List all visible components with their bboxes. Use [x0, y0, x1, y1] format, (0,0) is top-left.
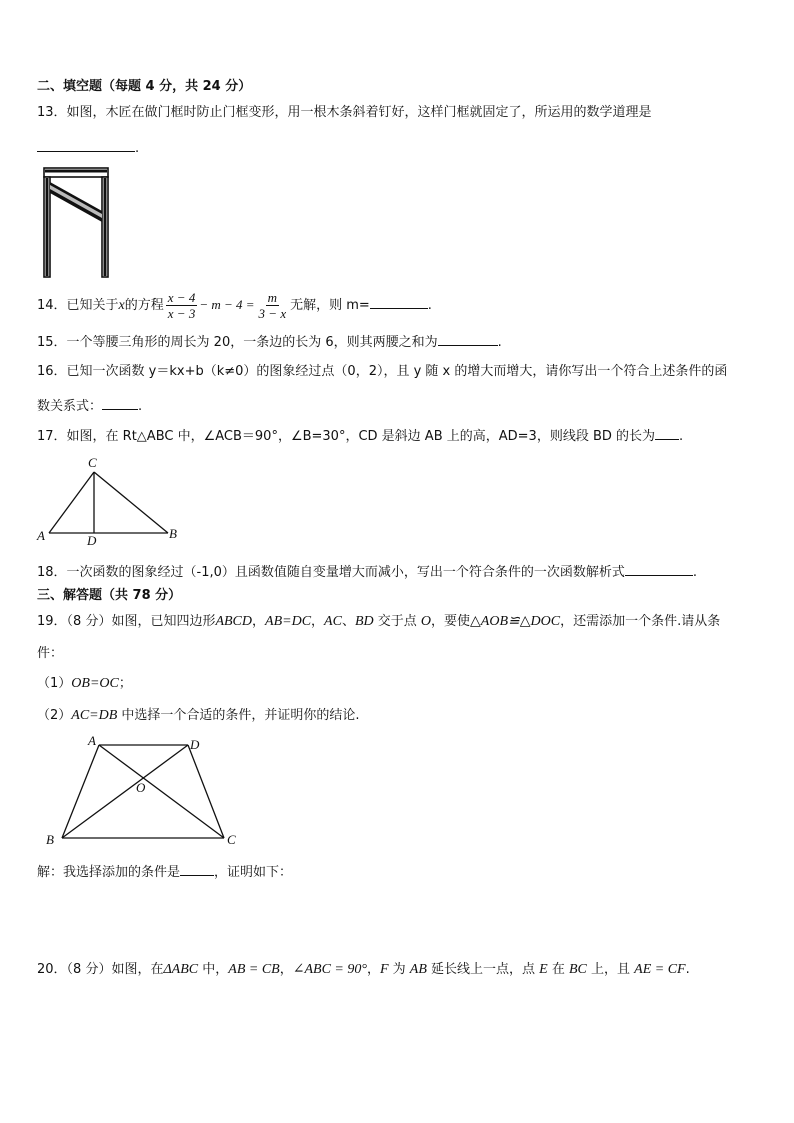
- answer-blank[interactable]: [438, 331, 498, 346]
- question-19-option-1: （1）OB=OC；: [37, 676, 132, 691]
- vertex-label-b: B: [169, 526, 177, 541]
- vertex-label-d: D: [190, 737, 200, 752]
- answer-blank[interactable]: [180, 861, 214, 876]
- trapezoid-figure: [38, 730, 248, 850]
- question-18-text: 18．一次函数的图象经过（-1,0）且函数值随自变量增大而减小，写出一个符合条件的一次函数解析式 .: [37, 561, 764, 583]
- vertex-label-c: C: [88, 455, 97, 470]
- question-16-line-1: 16．已知一次函数 y＝kx+b（k≠0）的图象经过点（0，2），且 y 随 x 的增大而增大，请你写出一个符合上述条件的函: [37, 364, 728, 379]
- fraction-1: $\frac{x - 4}{x - 3}$: [167, 290, 196, 321]
- door-frame-figure: [40, 165, 112, 280]
- right-triangle-figure: [32, 452, 192, 548]
- answer-blank[interactable]: [625, 561, 693, 576]
- question-14-text: 14．已知关于x的方程 $\frac{x - 4}{x - 3}$ − m − 4 = $\frac{m}{3 - x}$ 无解，则 m= .: [37, 290, 432, 321]
- question-19-answer: 解：我选择添加的条件是 ，证明如下：: [37, 861, 764, 883]
- question-16-line-2: 数关系式： .: [37, 395, 764, 417]
- question-19-line-1: 19．（8 分）如图，已知四边形ABCD，AB=DC，AC、BD 交于点 O，要使△AOB≌△DOC，还需添加一个条件.请从条: [37, 614, 721, 629]
- vertex-label-c: C: [227, 832, 236, 847]
- answer-blank[interactable]: [37, 137, 135, 152]
- vertex-label-a: A: [88, 733, 96, 748]
- question-13-text: 13．如图，木匠在做门框时防止门框变形，用一根木条斜着钉好，这样门框就固定了，所运用的数学道理是: [37, 105, 652, 120]
- question-13-answer-line: .: [37, 137, 764, 159]
- answer-blank[interactable]: [370, 294, 428, 309]
- section-2-title: 二、填空题（每题 4 分，共 24 分）: [37, 79, 252, 94]
- fraction-2: $\frac{m}{3 - x}$: [258, 290, 287, 321]
- question-17-text: 17．如图，在 Rt△ABC 中，∠ACB＝90°，∠B=30°，CD 是斜边 AB 上的高，AD=3，则线段 BD 的长为 .: [37, 425, 764, 447]
- question-19-line-2: 件：: [37, 646, 64, 661]
- intersection-label-o: O: [136, 780, 146, 795]
- answer-blank[interactable]: [655, 425, 679, 440]
- vertex-label-a: A: [37, 528, 45, 543]
- question-20-text: 20．（8 分）如图，在ΔABC 中，AB = CB，∠ABC = 90°，F 为 AB 延长线上一点，点 E 在 BC 上，且 AE = CF.: [37, 962, 690, 977]
- vertex-label-d: D: [87, 533, 97, 548]
- answer-blank[interactable]: [102, 395, 138, 410]
- section-3-title: 三、解答题（共 78 分）: [37, 588, 182, 603]
- vertex-label-b: B: [46, 832, 54, 847]
- question-19-option-2: （2）AC=DB 中选择一个合适的条件，并证明你的结论.: [37, 708, 360, 723]
- question-15-text: 15．一个等腰三角形的周长为 20，一条边的长为 6，则其两腰之和为 .: [37, 331, 764, 353]
